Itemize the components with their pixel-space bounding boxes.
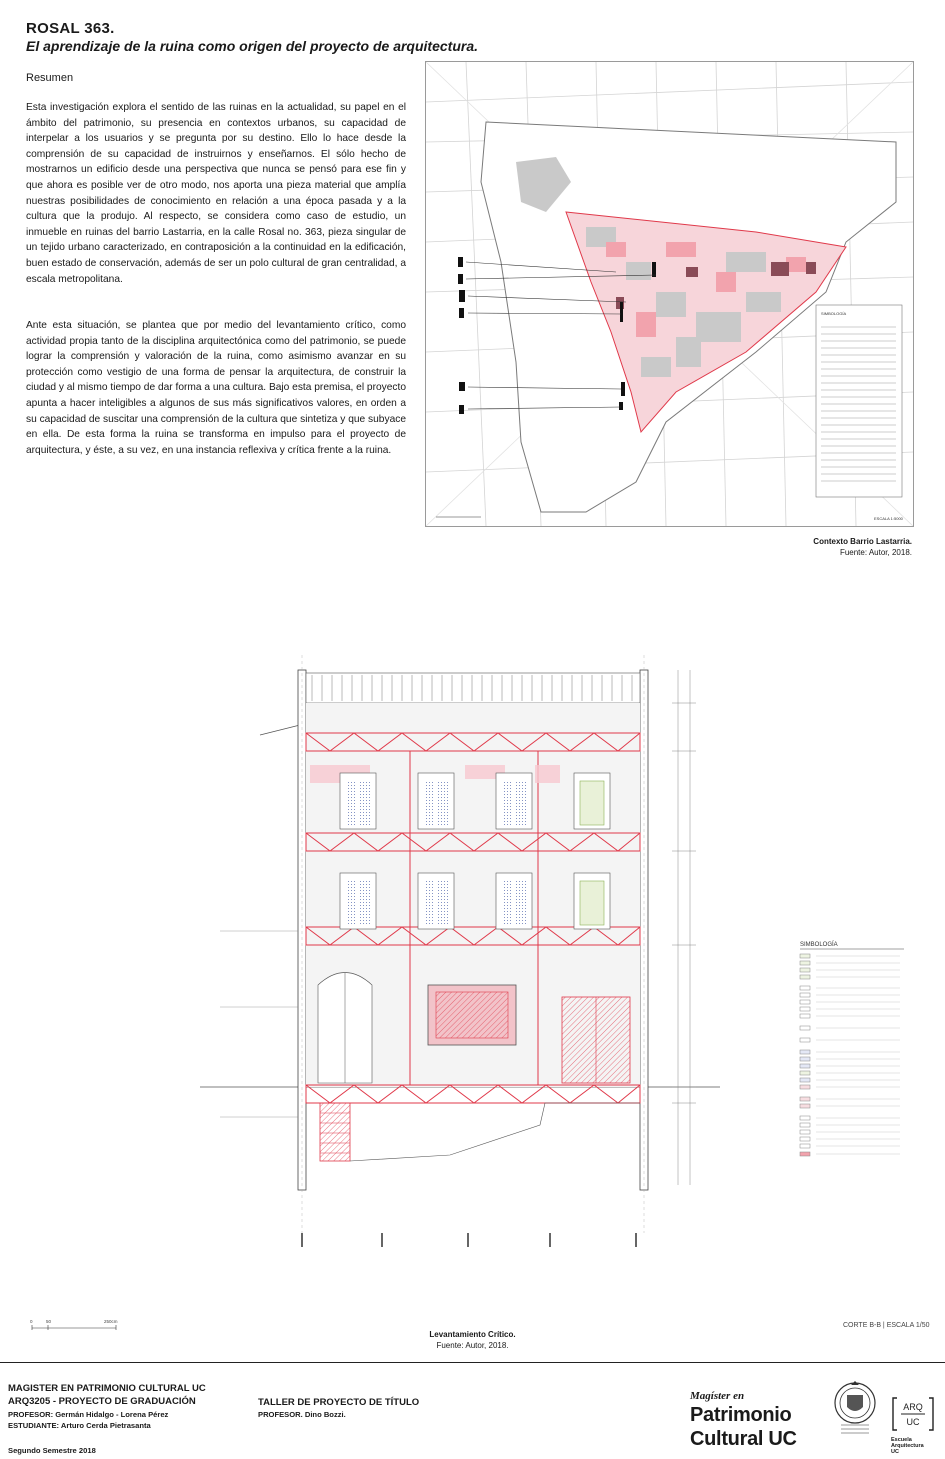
arq-top-text: ARQ: [903, 1402, 923, 1412]
section-drawing: [200, 655, 720, 1260]
arq-uc-mark-icon: [891, 1396, 935, 1432]
scale-tick-1: 50: [46, 1319, 52, 1324]
footer-program: MAGISTER EN PATRIMONIO CULTURAL UC: [8, 1383, 206, 1394]
arq-uc-logo: [891, 1396, 935, 1456]
map-caption-source: Fuente: Autor, 2018.: [839, 548, 912, 557]
footer-student: ESTUDIANTE: Arturo Cerda Pietrasanta: [8, 1421, 151, 1430]
context-map-drawing: [426, 62, 913, 526]
footer-course: ARQ3205 - PROYECTO DE GRADUACIÓN: [8, 1396, 196, 1407]
magister-logo-line1: Patrimonio: [690, 1404, 792, 1426]
footer-workshop-professor: PROFESOR. Dino Bozzi.: [258, 1410, 346, 1419]
map-caption: [813, 536, 912, 558]
page-title: ROSAL 363.: [26, 20, 115, 37]
section-caption-source: Fuente: Autor, 2018.: [436, 1341, 509, 1350]
map-legend-title: SIMBOLOGÍA: [821, 311, 847, 316]
scale-tick-0: 0: [30, 1319, 33, 1324]
arq-school-line3: UC: [891, 1449, 899, 1455]
abstract-heading: Resumen: [26, 72, 74, 84]
abstract-paragraph-2: Ante esta situación, se plantea que por medio del levantamiento crítico, como actividad propia tanto de la disciplina arquitectónica como del patrimonio, se puede lograr la comprensión y valoración de la ruina, como asimismo avanzar en su protección como vestigio de una forma de pensar la arquitectura, de construir la ciudad y al mismo tiempo de dar forma a una cultura. Bajo esta premisa, el proyecto apunta a hacer inteligibles a algunos de sus más significativos valores, en orden a su capacidad de suscitar una comprensión de la cultura que sintetiza y que subyace en ella. De esta forma la ruina se transforma en impulso para el proyecto de arquitectura, y éste, a su vez, en una instancia reflexiva y crítica frente a la ruina.: [26, 320, 406, 456]
footer-divider: [0, 1362, 945, 1363]
section-scale-label: CORTE B-B | ESCALA 1/50: [843, 1322, 930, 1329]
magister-logo-line2: Cultural UC: [690, 1428, 797, 1450]
footer-semester: Segundo Semestre 2018: [8, 1446, 96, 1455]
arq-school-line2: Arquitectura: [891, 1443, 924, 1449]
section-legend-title: SIMBOLOGÍA: [800, 942, 838, 948]
university-seal-icon: [833, 1381, 877, 1437]
scale-tick-2: 250cm: [104, 1319, 118, 1324]
map-caption-title: Contexto Barrio Lastarria.: [813, 537, 912, 546]
arq-bottom-text: UC: [906, 1417, 920, 1427]
section-caption-title: Levantamiento Crítico.: [429, 1330, 516, 1339]
map-scale-text: ESCALA 1:5000: [874, 516, 903, 521]
footer-professor: PROFESOR: Germán Hidalgo - Lorena Pérez: [8, 1410, 169, 1419]
section-caption: [0, 1329, 945, 1351]
footer-workshop: TALLER DE PROYECTO DE TÍTULO: [258, 1397, 420, 1408]
abstract-paragraph-1: Esta investigación explora el sentido de las ruinas en la actualidad, su papel en el ámbito del patrimonio, su presencia en contextos urbanos, su capacidad de interpelar a los usuarios y se pregunta por su destino. Ello lo hace desde la comprensión de su capacidad de instruirnos y enseñarnos. El sólo hecho de mostrarnos un edificio desde una perspectiva que nunca se pensó para ese fin y que ahora es posible ver de otro modo, nos aporta una pieza material que amplía nuestras posibilidades de conocimiento en relación a una época pasada y a la cultura que la produjo. Al respecto, se considera como caso de estudio, un inmueble en ruinas del barrio Lastarria, en la calle Rosal no. 363, pieza singular de un tejido urbano caracterizado, en contraposición a la continuidad en la edificación, buen estado de conservación, además de ser un polo cultural de gran centralidad, a escala metropolitana.: [26, 102, 406, 285]
arq-school-line1: Escuela: [891, 1437, 912, 1443]
section-legend: [796, 938, 908, 1160]
page-subtitle: El aprendizaje de la ruina como origen del proyecto de arquitectura.: [26, 38, 478, 54]
context-map: [425, 61, 914, 527]
magister-logo-prefix: Magíster en: [690, 1390, 745, 1402]
